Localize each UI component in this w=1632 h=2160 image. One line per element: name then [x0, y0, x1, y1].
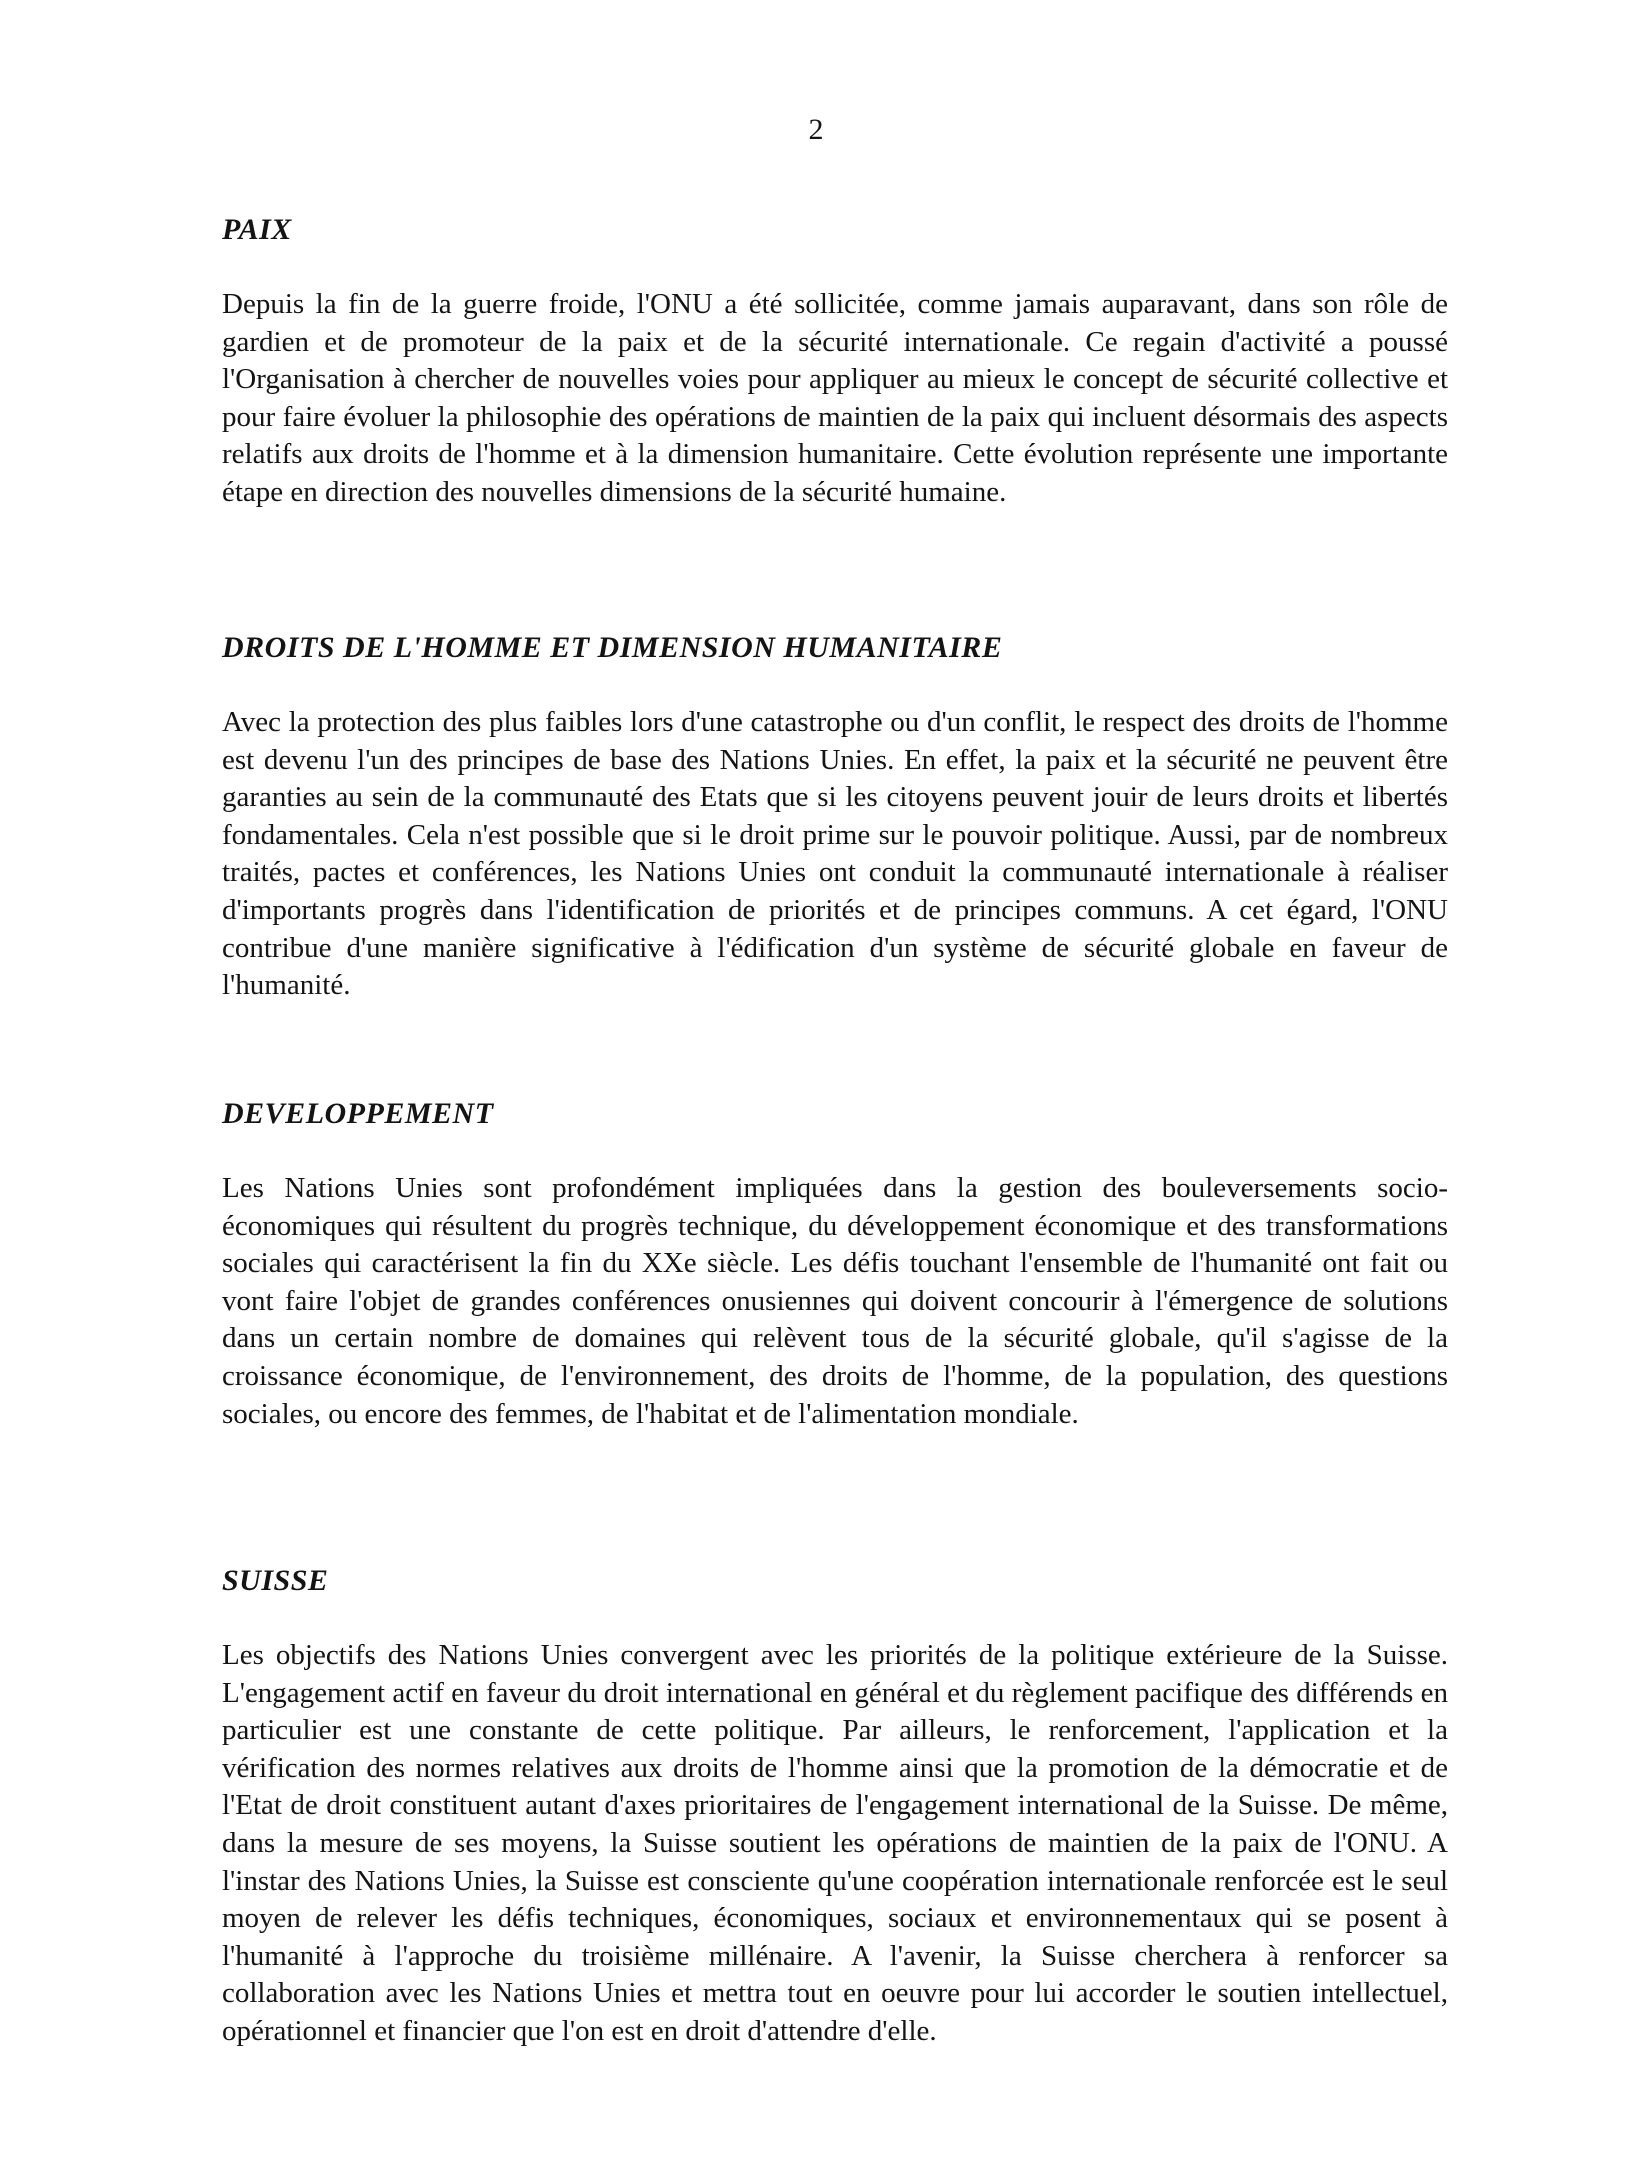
section-text-developpement: Les Nations Unies sont profondément impliquées dans la gestion des bouleversements socio-économiques qui résultent du progrès technique, du développement économique et des transformations sociales qui caractérisent la fin du XXe siècle. Les défis touchant l'ensemble de l'humanité ont fait ou vont faire l'objet de grandes conférences onusiennes qui doivent concourir à l'émergence de solutions dans un certain nombre de domaines qui relèvent tous de la sécurité globale, qu'il s'agisse de la croissance économique, de l'environnement, des droits de l'homme, de la population, des questions sociales, ou encore des femmes, de l'habitat et de l'alimentation mondiale.	[222, 1172, 1448, 1430]
section-text-droits-homme: Avec la protection des plus faibles lors d'une catastrophe ou d'un conflit, le respect des droits de l'homme est devenu l'un des principes de base des Nations Unies. En effet, la paix et la sécurité ne peuvent être garanties au sein de la communauté des Etats que si les citoyens peuvent jouir de leurs droits et libertés fondamentales. Cela n'est possible que si le droit prime sur le pouvoir politique. Aussi, par de nombreux traités, pactes et conférences, les Nations Unies ont conduit la communauté internationale à réaliser d'importants progrès dans l'identification de priorités et de principes communs. A cet égard, l'ONU contribue d'une manière significative à l'édification d'un système de sécurité globale en faveur de l'humanité.	[222, 706, 1448, 1002]
page-number: 2	[808, 113, 824, 146]
section-heading-developpement: DEVELOPPEMENT	[222, 1097, 494, 1130]
section-heading-paix: PAIX	[222, 213, 292, 246]
section-text-suisse: Les objectifs des Nations Unies convergent avec les priorités de la politique extérieure de la Suisse. L'engagement actif en faveur du droit international en général et du règlement pacifique des différends en particulier est une constante de cette politique. Par ailleurs, le renforcement, l'application et la vérification des normes relatives aux droits de l'homme ainsi que la promotion de la démocratie et de l'Etat de droit constituent autant d'axes prioritaires de l'engagement international de la Suisse. De même, dans la mesure de ses moyens, la Suisse soutient les opérations de maintien de la paix de l'ONU. A l'instar des Nations Unies, la Suisse est consciente qu'une coopération internationale renforcée est le seul moyen de relever les défis techniques, économiques, sociaux et environnementaux qui se posent à l'humanité à l'approche du troisième millénaire. A l'avenir, la Suisse cherchera à renforcer sa collaboration avec les Nations Unies et mettra tout en oeuvre pour lui accorder le soutien intellectuel, opérationnel et financier que l'on est en droit d'attendre d'elle.	[222, 1639, 1448, 2047]
section-heading-droits-homme: DROITS DE L'HOMME ET DIMENSION HUMANITAIRE	[222, 631, 1003, 664]
section-text-paix: Depuis la fin de la guerre froide, l'ONU a été sollicitée, comme jamais auparavant, dans son rôle de gardien et de promoteur de la paix et de la sécurité internationale. Ce regain d'activité a poussé l'Organisation à chercher de nouvelles voies pour appliquer au mieux le concept de sécurité collective et pour faire évoluer la philosophie des opérations de maintien de la paix qui incluent désormais des aspects relatifs aux droits de l'homme et à la dimension humanitaire. Cette évolution représente une importante étape en direction des nouvelles dimensions de la sécurité humaine.	[222, 288, 1448, 508]
section-heading-suisse: SUISSE	[222, 1564, 329, 1597]
